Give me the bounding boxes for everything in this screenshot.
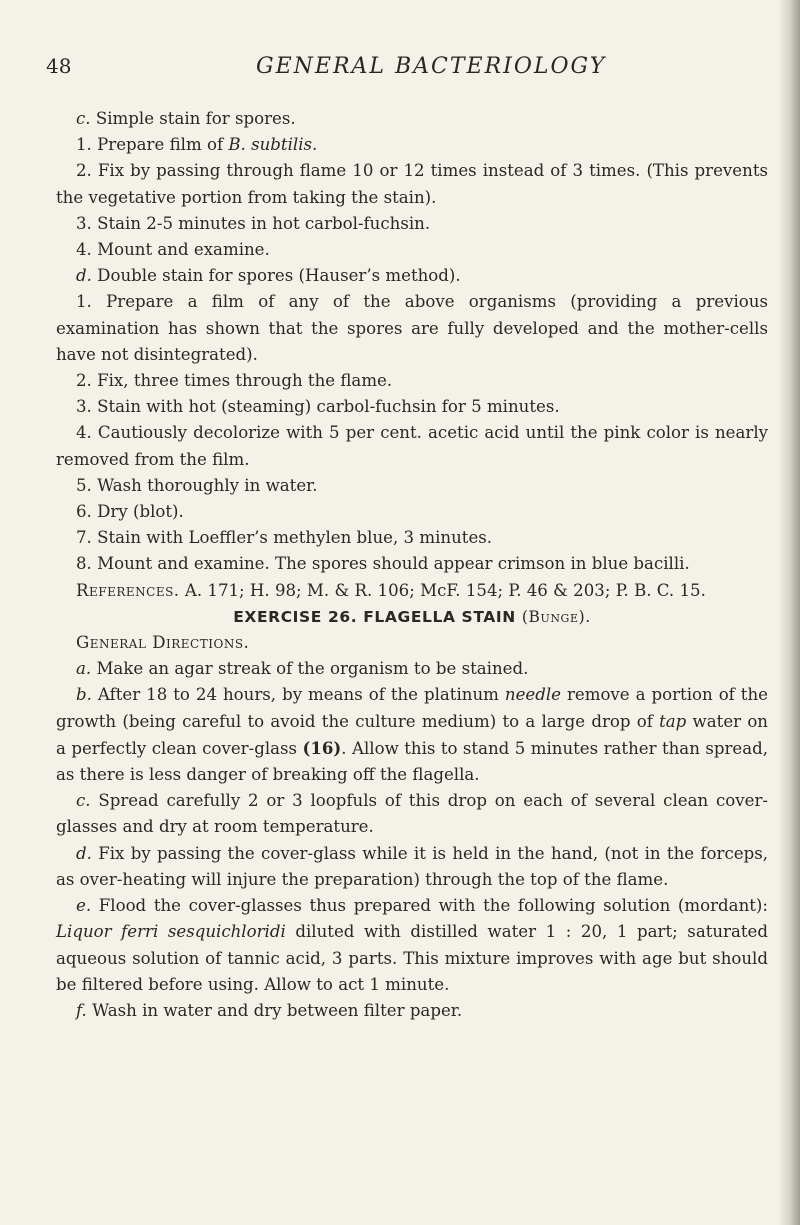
section-d-step-7: 7. Stain with Loeffler’s methylen blue, 3 minutes. <box>76 528 493 548</box>
references-label: References. <box>76 580 180 600</box>
page-header <box>46 54 766 88</box>
exercise-heading: EXERCISE 26. FLAGELLA STAIN (Bunge). <box>233 607 591 626</box>
direction-d: d. Fix by passing the cover-glass while it is held in the hand, (not in the forceps, as over-heating will injure the preparation) through the top of the flame. <box>56 843 768 889</box>
section-d-step-8: 8. Mount and examine. The spores should appear crimson in blue bacilli. <box>76 554 690 574</box>
section-c-step-2: 2. Fix by passing through flame 10 or 12 times instead of 3 times. (This prevents the vegetative portion from taking the stain). <box>56 161 768 207</box>
direction-e: e. Flood the cover-glasses thus prepared with the following solution (mordant): Liquor ferri sesquichloridi diluted with distilled water 1 : 20, 1 part; saturated aqueous solution of tannic acid, 3 parts. This mixture improves with age but should be filtered before using. Allow to act 1 minute. <box>56 896 768 994</box>
section-d-step-6: 6. Dry (blot). <box>76 502 184 522</box>
running-head: GENERAL BACTERIOLOGY <box>256 54 607 79</box>
page-edge-shadow <box>778 0 800 1225</box>
references-text: A. 171; H. 98; M. & R. 106; McF. 154; P. 46 & 203; P. B. C. 15. <box>179 580 706 600</box>
section-c-step-1: 1. Prepare film of B. subtilis. <box>76 135 318 155</box>
section-d-step-3: 3. Stain with hot (steaming) carbol-fuchsin for 5 minutes. <box>76 397 560 417</box>
direction-c: c. Spread carefully 2 or 3 loopfuls of this drop on each of several clean cover-glasses and dry at room temperature. <box>56 791 768 837</box>
section-d-step-5: 5. Wash thoroughly in water. <box>76 475 318 495</box>
general-directions-heading: General Directions. <box>76 633 250 653</box>
body-text <box>56 106 768 1024</box>
page-number: 48 <box>46 54 72 78</box>
section-d-title: d. Double stain for spores (Hauser’s method). <box>76 266 461 286</box>
section-d-step-2: 2. Fix, three times through the flame. <box>76 371 393 391</box>
section-d-step-4: 4. Cautiously decolorize with 5 per cent. acetic acid until the pink color is nearly removed from the film. <box>56 423 768 469</box>
section-c-title: c. Simple stain for spores. <box>76 109 296 128</box>
section-c-step-4: 4. Mount and examine. <box>76 240 270 260</box>
section-d-step-1: 1. Prepare a film of any of the above organisms (providing a previous examination has shown that the spores are fully developed and the mother-cells have not disintegrated). <box>56 292 768 364</box>
direction-f: f. Wash in water and dry between filter paper. <box>76 1000 463 1020</box>
direction-a: a. Make an agar streak of the organism to be stained. <box>76 659 529 679</box>
figure-reference: (16) <box>302 737 342 758</box>
direction-b: b. After 18 to 24 hours, by means of the platinum needle remove a portion of the growth (being careful to avoid the culture medium) to a large drop of tap water on a perfectly clean cover-glass (16). Allow this to stand 5 minutes rather than spread, as there is less danger of breaking off the flagella. <box>56 685 768 785</box>
references <box>56 578 768 604</box>
section-c-step-3: 3. Stain 2-5 minutes in hot carbol-fuchsin. <box>76 213 431 233</box>
